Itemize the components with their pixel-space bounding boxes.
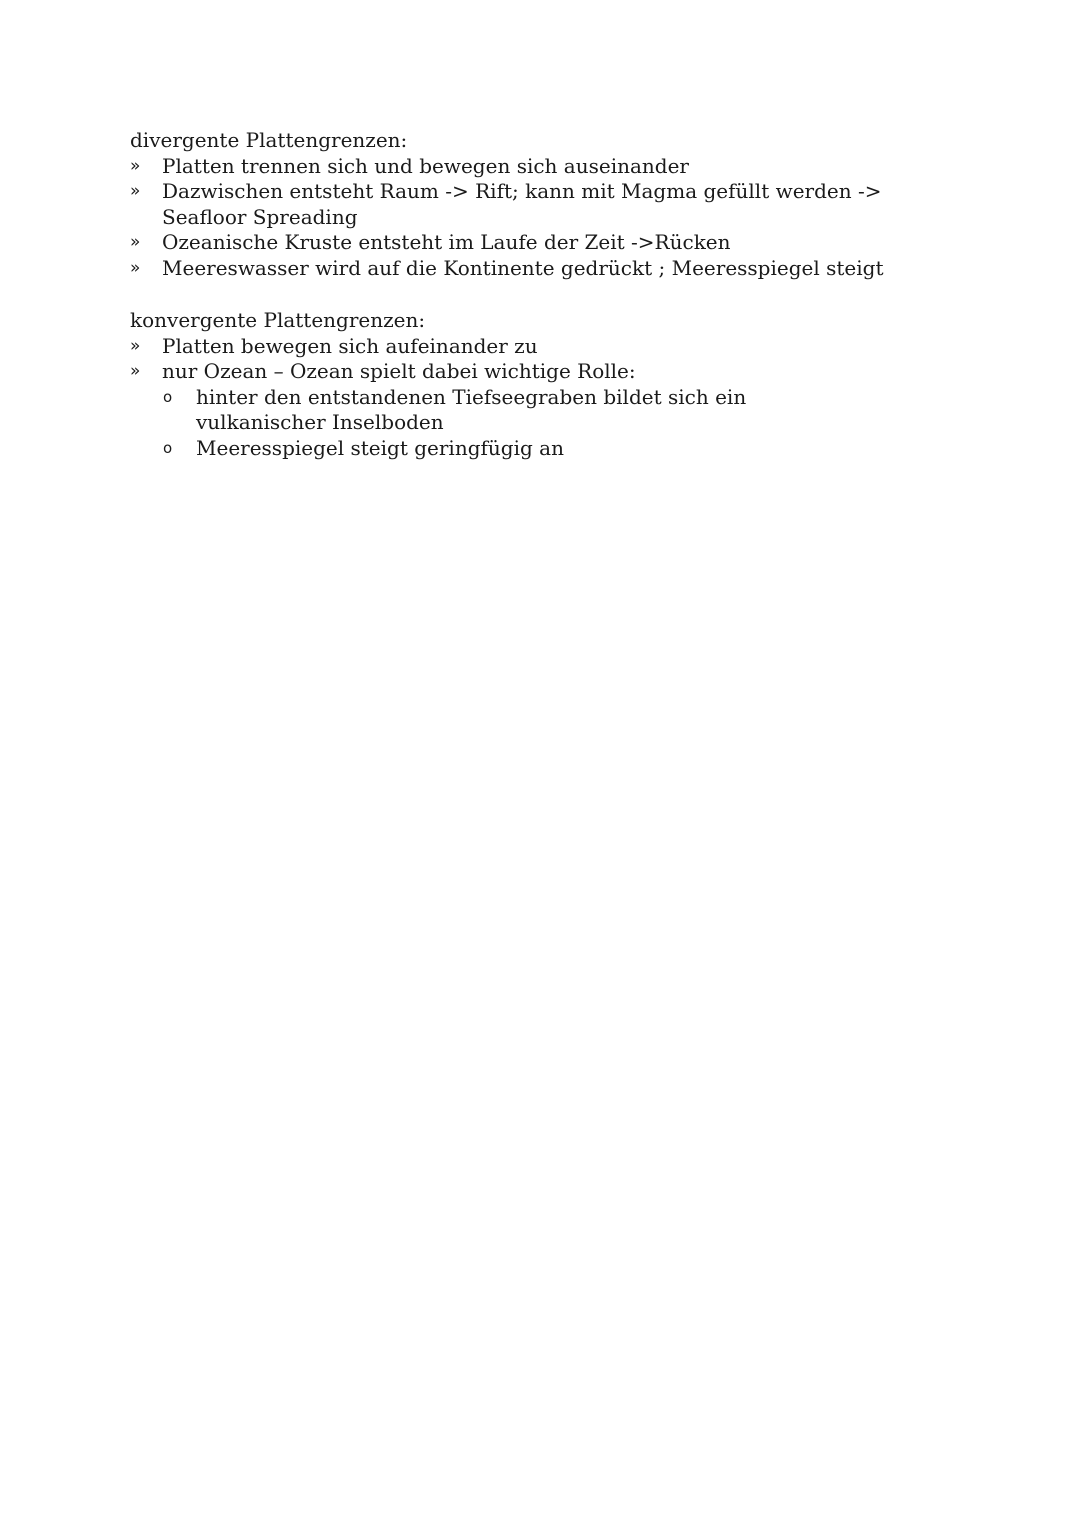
list-item [130,230,930,256]
bullet-icon: » [130,335,141,356]
bullet-icon: » [130,155,141,176]
list-item-text: Platten trennen sich und bewegen sich auseinander [162,153,689,178]
section-heading: divergente Plattengrenzen: [130,128,408,152]
list-item [130,359,930,385]
bullet-list [130,154,930,282]
list-item [130,334,930,360]
list-item [130,154,930,180]
sub-list-item [163,436,836,462]
list-item [130,256,930,282]
list-item [130,179,930,230]
sub-bullet-list [163,385,930,462]
section-heading: konvergente Plattengrenzen: [130,308,426,332]
sub-list-item-text: hinter den entstandenen Tiefseegraben bildet sich ein vulkanischer Inselboden [196,384,747,434]
bullet-list [130,334,930,385]
list-item-text: nur Ozean – Ozean spielt dabei wichtige Rolle: [162,359,636,383]
section-convergent [130,308,930,461]
bullet-icon: » [130,361,141,381]
list-item-text: Ozeanische Kruste entsteht im Laufe der Zeit ->Rücken [162,230,731,254]
list-item-text: Platten bewegen sich aufeinander zu [162,333,538,358]
list-item-text: Dazwischen entsteht Raum -> Rift; kann mit Magma gefüllt werden -> Seafloor Spreading [162,179,882,229]
circle-bullet-icon: o [163,387,173,406]
bullet-icon: » [130,181,141,201]
circle-bullet-icon: o [163,438,173,457]
bullet-icon: » [130,257,141,278]
section-divergent [130,128,930,281]
bullet-icon: » [130,232,141,252]
sub-list-item [163,385,836,436]
list-item-text: Meereswasser wird auf die Kontinente gedrückt ; Meeresspiegel steigt [162,255,884,280]
sub-list-item-text: Meeresspiegel steigt geringfügig an [196,435,564,460]
